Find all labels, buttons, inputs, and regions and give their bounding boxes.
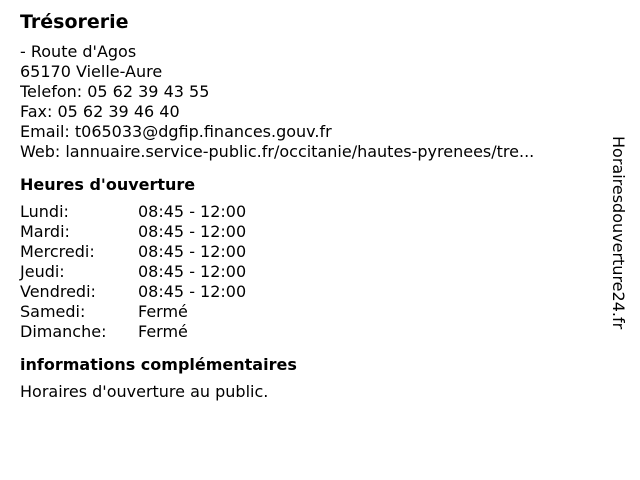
hours-row-monday [20,202,600,222]
day-hours: 08:45 - 12:00 [138,262,247,281]
hours-row-friday [20,282,600,302]
hours-row-thursday [20,262,600,282]
info-text: Horaires d'ouverture au public. [20,382,269,401]
day-label: Lundi: [20,202,69,221]
day-label: Dimanche: [20,322,107,341]
hours-row-saturday [20,302,600,322]
hours-row-tuesday [20,222,600,242]
info-heading: informations complémentaires [20,355,297,374]
day-hours: 08:45 - 12:00 [138,242,247,261]
website-link: Web: lannuaire.service-public.fr/occitanie/hautes-pyrenees/tre... [20,142,535,161]
phone-number: Telefon: 05 62 39 43 55 [20,82,210,101]
day-label: Mardi: [20,222,70,241]
business-card [20,10,600,402]
day-label: Mercredi: [20,242,95,261]
hours-heading: Heures d'ouverture [20,175,196,194]
day-hours: 08:45 - 12:00 [138,222,247,241]
day-label: Samedi: [20,302,86,321]
address-street: - Route d'Agos [20,42,137,61]
day-hours: Fermé [138,322,188,341]
hours-row-wednesday [20,242,600,262]
day-hours: Fermé [138,302,188,321]
day-label: Jeudi: [20,262,65,281]
address-city: 65170 Vielle-Aure [20,62,163,81]
page-title: Trésorerie [20,11,129,33]
brand-watermark: Horairesdouverture24.fr [609,136,628,330]
day-label: Vendredi: [20,282,96,301]
hours-row-sunday [20,322,600,342]
day-hours: 08:45 - 12:00 [138,282,247,301]
hours-table [20,202,600,342]
email-address: Email: t065033@dgfip.finances.gouv.fr [20,122,332,141]
day-hours: 08:45 - 12:00 [138,202,247,221]
fax-number: Fax: 05 62 39 46 40 [20,102,180,121]
